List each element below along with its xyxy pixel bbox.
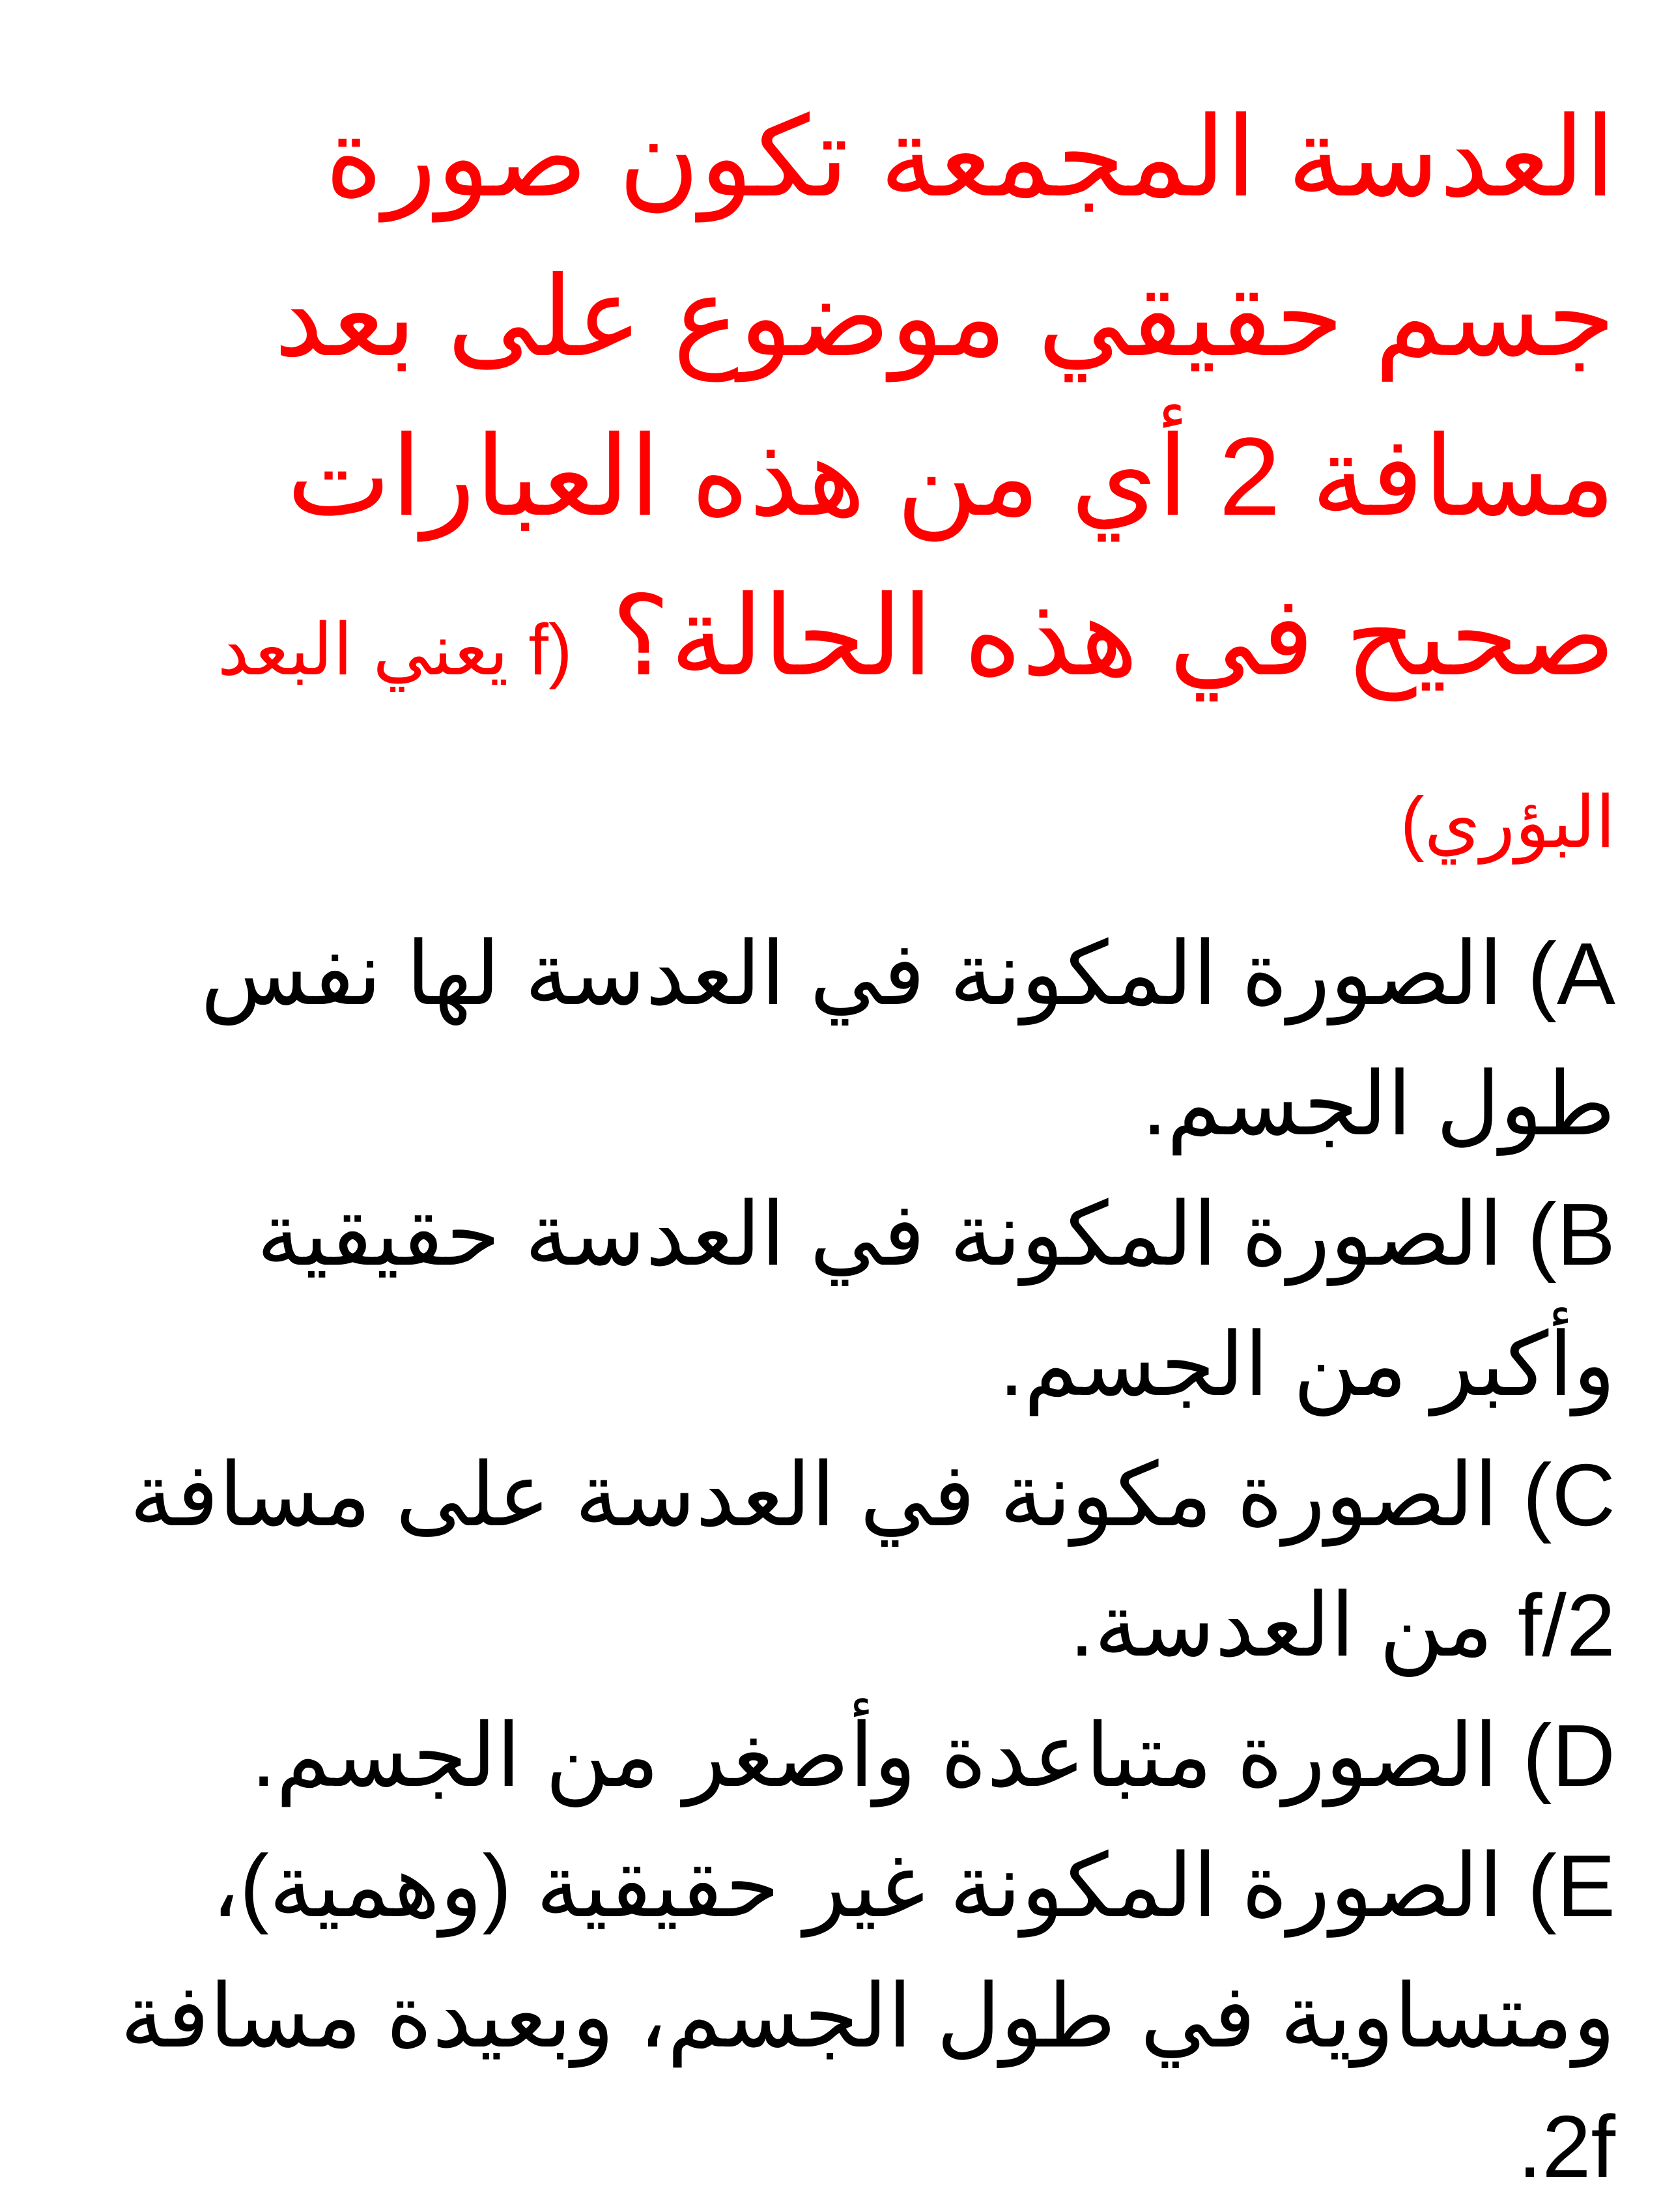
option-c	[98, 1430, 1615, 1691]
option-text: الصورة المكونة في العدسة حقيقية وأكبر من الجسم.	[257, 1185, 1615, 1414]
option-letter: D)	[1522, 1706, 1615, 1805]
option-text: الصورة متباعدة وأصغر من الجسم.	[251, 1706, 1499, 1805]
option-letter: A)	[1527, 925, 1615, 1023]
option-a	[98, 909, 1615, 1170]
option-text: الصورة المكونة غير حقيقية (وهمية)، ومتساوية في طول الجسم، وبعيدة مسافة 2f.	[120, 1837, 1615, 2196]
question-body: العدسة المجمعة تكون صورة جسم حقيقي موضوع على بعد مسافة 2 أي من هذه العبارات صحيح في هذه الحالة؟	[274, 96, 1615, 698]
question-note: (f يعني البعد البؤري)	[217, 610, 1615, 863]
option-text: الصورة مكونة في العدسة على مسافة f/2 من العدسة.	[129, 1446, 1615, 1674]
option-d	[98, 1691, 1615, 1821]
options-list	[98, 909, 1615, 2212]
option-letter: B)	[1527, 1185, 1615, 1284]
question-text	[98, 78, 1615, 902]
option-text: الصورة المكونة في العدسة لها نفس طول الجسم.	[200, 925, 1615, 1153]
document-page	[98, 78, 1615, 2212]
option-e	[98, 1821, 1615, 2212]
option-b	[98, 1170, 1615, 1430]
option-letter: E)	[1527, 1837, 1615, 1935]
option-letter: C)	[1522, 1446, 1615, 1544]
